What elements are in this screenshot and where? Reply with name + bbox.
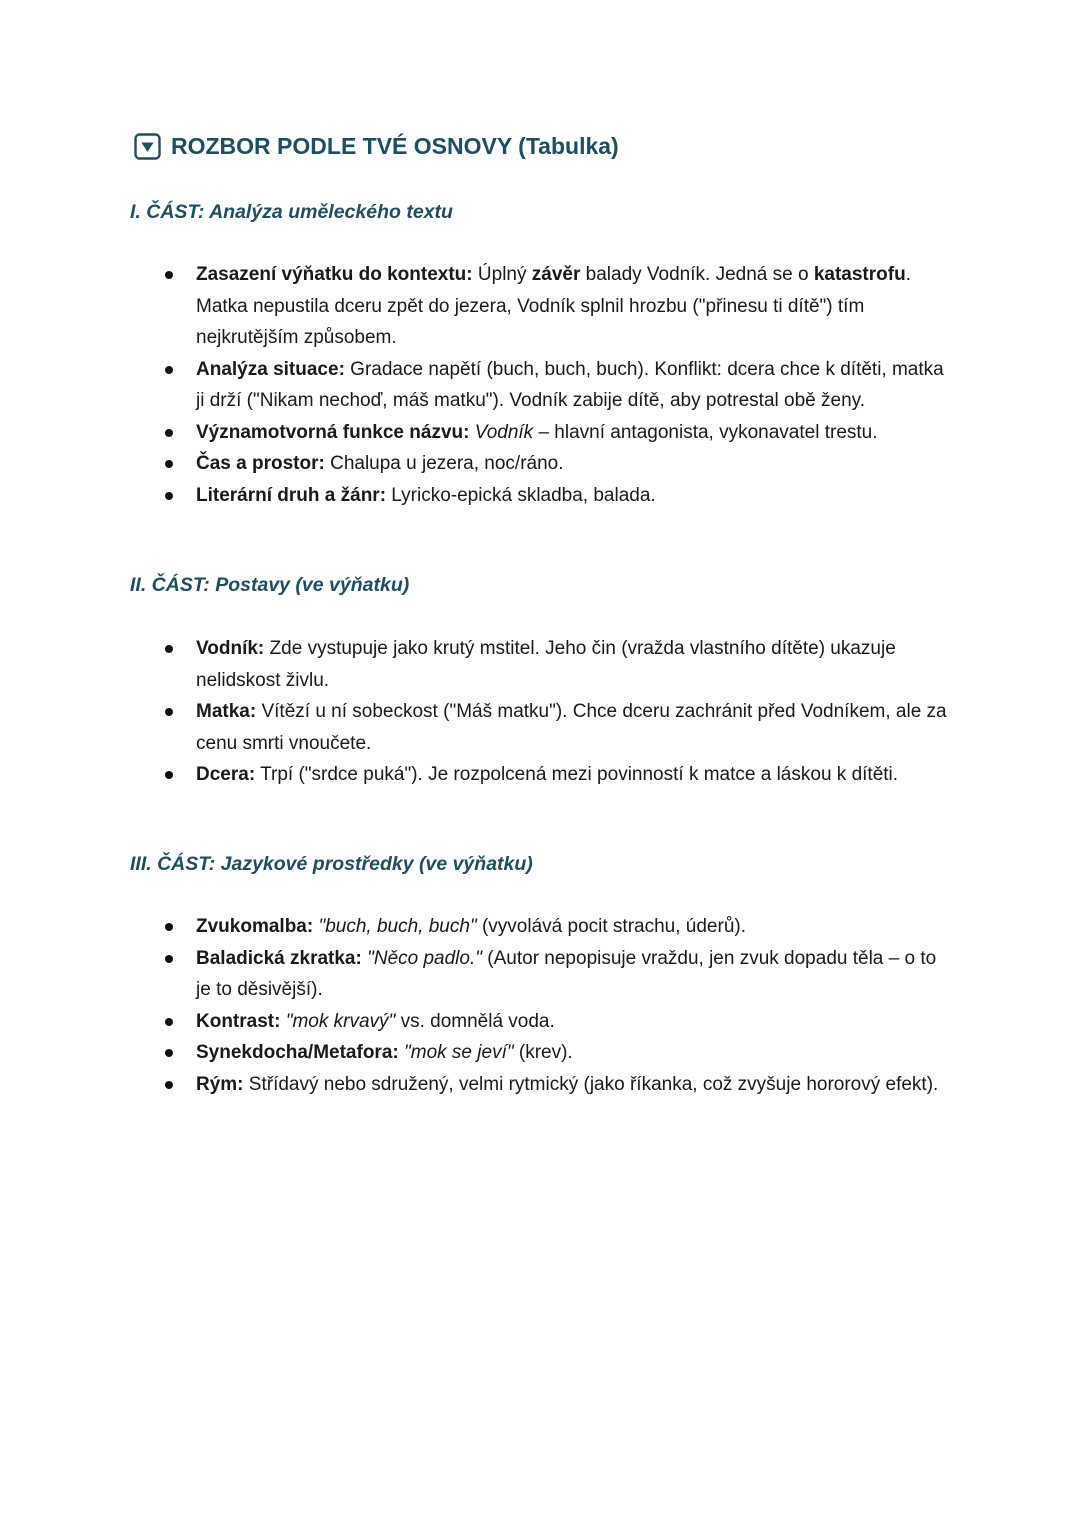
section-heading-2: II. ČÁST: Postavy (ve výňatku) bbox=[130, 574, 410, 596]
item-label: Synekdocha/Metafora: bbox=[196, 1042, 399, 1063]
list-item: Čas a prostor: Chalupa u jezera, noc/ráno. bbox=[196, 448, 956, 480]
item-label: Kontrast: bbox=[196, 1010, 281, 1032]
section-3-list bbox=[196, 911, 956, 1100]
item-label: Baladická zkratka: bbox=[196, 947, 362, 969]
item-label: Analýza situace: bbox=[196, 358, 345, 380]
list-item: Matka: Vítězí u ní sobeckost ("Máš matku"). Chce dceru zachránit před Vodníkem, ale za cenu smrti vnoučete. bbox=[196, 696, 956, 759]
list-item: Dcera: Trpí ("srdce puká"). Je rozpolcená mezi povinností k matce a láskou k dítěti. bbox=[196, 759, 956, 791]
page-title-text: ROZBOR PODLE TVÉ OSNOVY (Tabulka) bbox=[171, 133, 619, 159]
item-label: Dcera: bbox=[196, 764, 256, 785]
item-label: Rým: bbox=[196, 1073, 244, 1095]
list-item: Literární druh a žánr: Lyricko-epická skladba, balada. bbox=[196, 480, 956, 512]
list-item: Zvukomalba: "buch, buch, buch" (vyvolává pocit strachu, úderů). bbox=[196, 911, 956, 943]
list-item: Významotvorná funkce názvu: Vodník – hlavní antagonista, vykonavatel trestu. bbox=[196, 417, 956, 449]
dropdown-triangle-icon[interactable] bbox=[134, 133, 161, 160]
list-item: Synekdocha/Metafora: "mok se jeví" (krev). bbox=[196, 1037, 956, 1069]
item-label: Zvukomalba: bbox=[196, 916, 314, 937]
item-label: Literární druh a žánr: bbox=[196, 484, 387, 506]
page-title bbox=[134, 133, 619, 160]
section-1-list bbox=[196, 259, 956, 511]
section-heading-3: III. ČÁST: Jazykové prostředky (ve výňatku) bbox=[130, 853, 533, 875]
item-label: Čas a prostor: bbox=[196, 453, 325, 474]
item-label: Matka: bbox=[196, 701, 257, 722]
list-item: Analýza situace: Gradace napětí (buch, buch, buch). Konflikt: dcera chce k dítěti, matka ji drží ("Nikam nechoď, máš matku"). Vodník zabije dítě, aby potrestal obě ženy. bbox=[196, 354, 956, 417]
item-label: Významotvorná funkce názvu: bbox=[196, 421, 470, 443]
list-item: Kontrast: "mok krvavý" vs. domnělá voda. bbox=[196, 1006, 956, 1038]
section-2-list bbox=[196, 633, 956, 791]
list-item: Zasazení výňatku do kontextu: Úplný závěr balady Vodník. Jedná se o katastrofu. Matka nepustila dceru zpět do jezera, Vodník splnil hrozbu ("přinesu ti dítě") tím nejkrutějším způsobem. bbox=[196, 259, 956, 354]
section-heading-1: I. ČÁST: Analýza uměleckého textu bbox=[130, 201, 453, 223]
item-label: Zasazení výňatku do kontextu: bbox=[196, 264, 473, 285]
list-item: Vodník: Zde vystupuje jako krutý mstitel. Jeho čin (vražda vlastního dítěte) ukazuje nelidskost živlu. bbox=[196, 633, 956, 696]
item-label: Vodník: bbox=[196, 638, 265, 659]
list-item: Rým: Střídavý nebo sdružený, velmi rytmický (jako říkanka, což zvyšuje hororový efekt). bbox=[196, 1069, 956, 1101]
list-item: Baladická zkratka: "Něco padlo." (Autor nepopisuje vraždu, jen zvuk dopadu těla – o to je to děsivější). bbox=[196, 943, 956, 1006]
